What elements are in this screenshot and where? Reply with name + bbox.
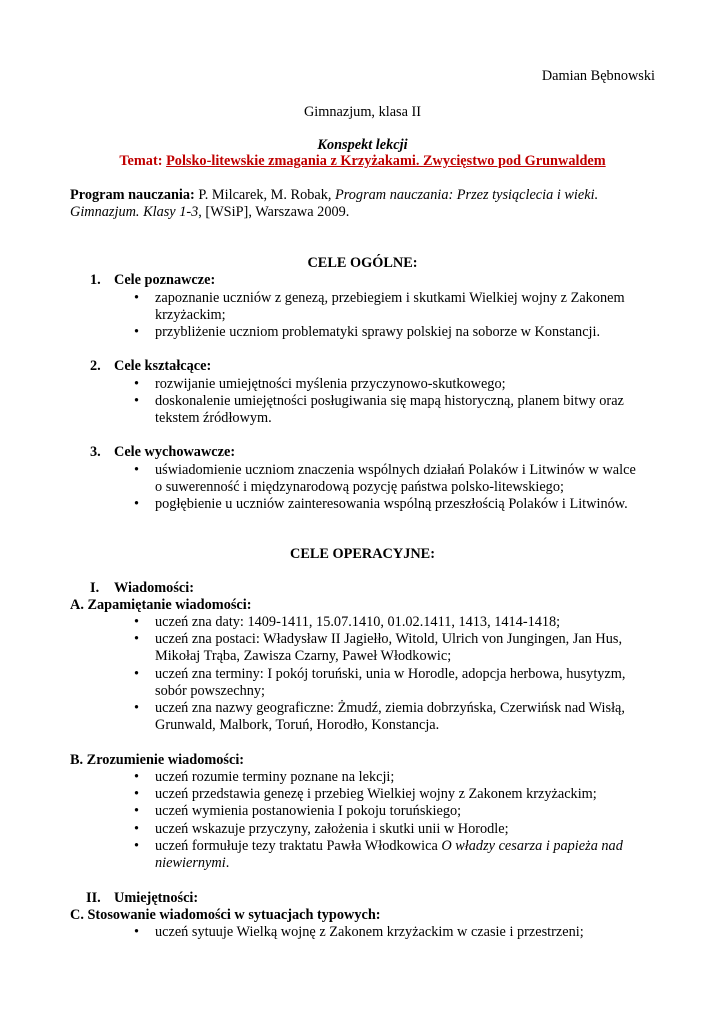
program-line-1 [70, 187, 598, 204]
part-1-title: Wiadomości: [114, 580, 194, 596]
bullet-icon: • [134, 821, 140, 837]
bullet-icon: • [134, 666, 140, 682]
school-class: Gimnazjum, klasa II [303, 104, 422, 120]
list-item-cont: o suwerenność i międzynarodową pozycję państwa polsko-litewskiego; [155, 479, 564, 495]
general-heading: CELE OGÓLNE: [307, 255, 418, 271]
bullet-icon: • [134, 631, 140, 647]
item-plain-text: uczeń formułuje tezy traktatu Pawła Włodkowica [155, 838, 442, 854]
section-3-title: Cele wychowawcze: [114, 444, 236, 460]
list-item: uczeń wskazuje przyczyny, założenia i skutki unii w Horodle; [155, 821, 509, 837]
list-item-cont: Mikołaj Trąba, Zawisza Czarny, Paweł Włodkowic; [155, 648, 452, 664]
bullet-icon: • [134, 462, 140, 478]
part-1-number: I. [90, 580, 100, 596]
section-2-number: 2. [90, 358, 101, 374]
list-item: uczeń zna postaci: Władysław II Jagiełło, Witold, Ulrich von Jungingen, Jan Hus, [155, 631, 623, 647]
list-item: przybliżenie uczniom problematyki sprawy polskiej na soborze w Konstancji. [155, 324, 601, 340]
topic-label: Temat: [119, 153, 163, 169]
list-item-cont: krzyżackim; [155, 307, 226, 323]
section-1-number: 1. [90, 272, 101, 288]
program-label: Program nauczania: [70, 187, 195, 203]
subsection-c-title: C. Stosowanie wiadomości w sytuacjach typowych: [70, 907, 381, 923]
program-title-1: Program nauczania: Przez tysiąclecia i wieki. [335, 187, 599, 203]
program-authors: P. Milcarek, M. Robak, [194, 187, 336, 203]
list-item-cont: tekstem źródłowym. [155, 410, 272, 426]
bullet-icon: • [134, 496, 140, 512]
topic-text: Polsko-litewskie zmagania z Krzyżakami. Zwycięstwo pod Grunwaldem [166, 153, 606, 169]
doc-type: Konspekt lekcji [317, 137, 408, 153]
list-item [155, 838, 623, 855]
bullet-icon: • [134, 614, 140, 630]
list-item: uczeń sytuuje Wielką wojnę z Zakonem krzyżackim w czasie i przestrzeni; [155, 924, 584, 940]
item-italic-title-cont: niewiernymi [155, 855, 226, 871]
list-item: uczeń rozumie terminy poznane na lekcji; [155, 769, 395, 785]
program-line-2 [70, 204, 349, 221]
item-end: . [225, 855, 230, 871]
list-item-cont [155, 855, 229, 872]
part-2-title: Umiejętności: [114, 890, 199, 906]
bullet-icon: • [134, 290, 140, 306]
subsection-b-title: B. Zrozumienie wiadomości: [70, 752, 245, 768]
bullet-icon: • [134, 803, 140, 819]
bullet-icon: • [134, 838, 140, 854]
list-item-cont: sobór powszechny; [155, 683, 265, 699]
list-item: uczeń zna terminy: I pokój toruński, unia w Horodle, adopcja herbowa, husytyzm, [155, 666, 626, 682]
list-item-cont: Grunwald, Malbork, Toruń, Horodło, Konstancja. [155, 717, 440, 733]
list-item: uczeń przedstawia genezę i przebieg Wielkiej wojny z Zakonem krzyżackim; [155, 786, 597, 802]
bullet-icon: • [134, 769, 140, 785]
subsection-a-title: A. Zapamiętanie wiadomości: [70, 597, 252, 613]
bullet-icon: • [134, 700, 140, 716]
section-2-title: Cele kształcące: [114, 358, 212, 374]
bullet-icon: • [134, 924, 140, 940]
item-italic-title: O władzy cesarza i papieża nad [441, 838, 623, 854]
section-3-number: 3. [90, 444, 101, 460]
list-item: zapoznanie uczniów z genezą, przebiegiem i skutkami Wielkiej wojny z Zakonem [155, 290, 625, 306]
section-1-title: Cele poznawcze: [114, 272, 216, 288]
operational-heading: CELE OPERACYJNE: [290, 546, 435, 562]
bullet-icon: • [134, 786, 140, 802]
list-item: uczeń wymienia postanowienia I pokoju toruńskiego; [155, 803, 462, 819]
list-item: uczeń zna nazwy geograficzne: Żmudź, ziemia dobrzyńska, Czerwińsk nad Wisłą, [155, 700, 625, 716]
author-name: Damian Bębnowski [541, 68, 655, 84]
bullet-icon: • [134, 393, 140, 409]
list-item: rozwijanie umiejętności myślenia przyczynowo-skutkowego; [155, 376, 506, 392]
list-item: uświadomienie uczniom znaczenia wspólnych działań Polaków i Litwinów w walce [155, 462, 636, 478]
list-item: pogłębienie u uczniów zainteresowania wspólną przeszłością Polaków i Litwinów. [155, 496, 628, 512]
bullet-icon: • [134, 376, 140, 392]
lesson-topic [0, 153, 725, 170]
list-item: uczeń zna daty: 1409-1411, 15.07.1410, 01.02.1411, 1413, 1414-1418; [155, 614, 561, 630]
program-rest: , [WSiP], Warszawa 2009. [198, 204, 350, 220]
bullet-icon: • [134, 324, 140, 340]
program-title-2: Gimnazjum. Klasy 1-3 [70, 204, 199, 220]
part-2-number: II. [86, 890, 101, 906]
list-item: doskonalenie umiejętności posługiwania się mapą historyczną, planem bitwy oraz [155, 393, 624, 409]
